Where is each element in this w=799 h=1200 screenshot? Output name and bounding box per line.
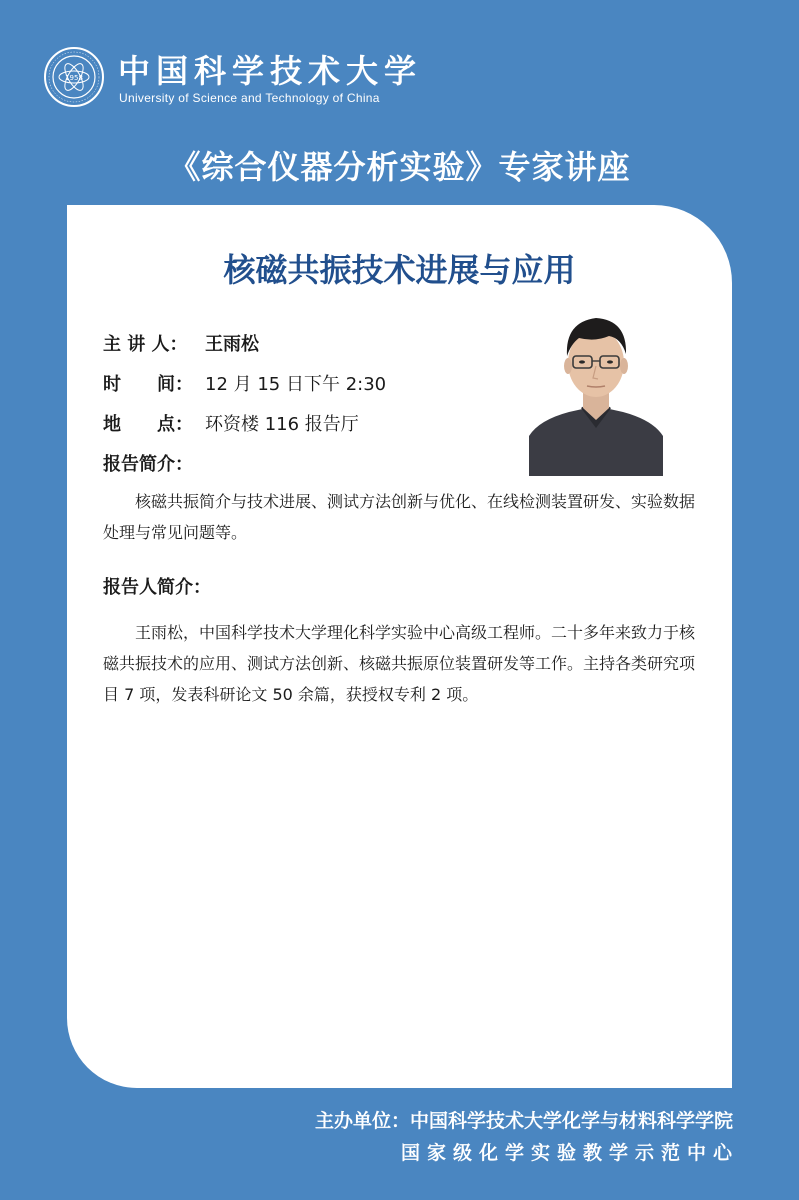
place-value: 环资楼 116 报告厅 xyxy=(205,414,359,435)
time-value: 12 月 15 日下午 2:30 xyxy=(205,374,387,395)
place-label: 地 点： xyxy=(103,414,193,435)
time-label: 时 间： xyxy=(103,374,193,395)
university-logo-icon xyxy=(44,47,104,107)
university-name-cn: 中国科学技术大学 xyxy=(118,52,423,90)
university-name-en: University of Science and Technology of China xyxy=(119,91,380,105)
lecture-title: 核磁共振技术进展与应用 xyxy=(223,251,576,289)
speaker-label: 主 讲 人： xyxy=(103,334,188,355)
logo-year: 1958 xyxy=(65,74,83,82)
organizer-line: 主办单位：中国科学技术大学化学与材料科学学院 xyxy=(314,1110,733,1132)
bio-heading: 报告人简介： xyxy=(103,577,211,598)
place-row xyxy=(103,410,359,436)
bio-text: 王雨松，中国科学技术大学理化科学实验中心高级工程师。二十多年来致力于核磁共振技术的应用、测试方法创新、核磁共振原位装置研发等工作。主持各类研究项目 7 项，发表科研论文 50 余篇，获授权专利 2 项。 xyxy=(103,623,696,704)
abstract-heading: 报告简介： xyxy=(103,454,193,475)
time-row xyxy=(103,370,386,396)
content-panel xyxy=(67,205,732,1088)
speaker-value: 王雨松 xyxy=(205,334,259,355)
center-line: 国家级化学实验教学示范中心 xyxy=(400,1142,739,1164)
speaker-row xyxy=(103,330,259,356)
speaker-photo xyxy=(529,308,663,476)
abstract-text: 核磁共振简介与技术进展、测试方法创新与优化、在线检测装置研发、实验数据处理与常见问题等。 xyxy=(103,492,696,542)
series-title: 《综合仪器分析实验》专家讲座 xyxy=(168,148,631,186)
